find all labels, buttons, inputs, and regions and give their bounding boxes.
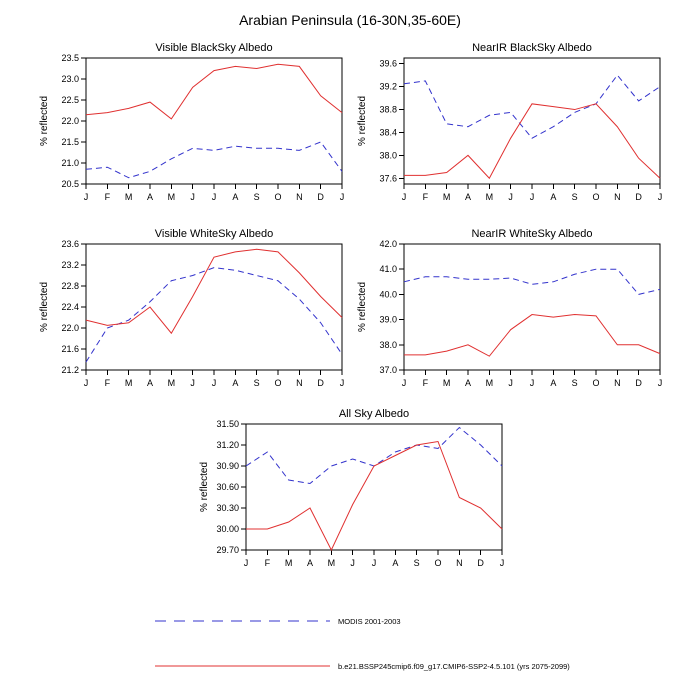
svg-text:D: D xyxy=(317,378,324,388)
svg-text:J: J xyxy=(211,192,217,202)
svg-text:38.0: 38.0 xyxy=(379,339,397,350)
svg-text:M: M xyxy=(442,378,451,388)
svg-text:D: D xyxy=(477,558,484,568)
svg-text:D: D xyxy=(635,192,642,202)
svg-text:J: J xyxy=(371,558,377,568)
svg-text:A: A xyxy=(306,558,314,568)
svg-text:J: J xyxy=(508,378,513,388)
svg-text:A: A xyxy=(146,192,154,202)
chart-nearir-whitesky-albedo xyxy=(354,226,670,398)
svg-text:23.6: 23.6 xyxy=(61,239,79,249)
svg-text:J: J xyxy=(401,192,407,202)
svg-text:29.70: 29.70 xyxy=(216,545,239,555)
svg-text:A: A xyxy=(392,558,399,568)
svg-text:M: M xyxy=(124,192,133,202)
chart-visible-blacksky-albedo xyxy=(36,40,352,212)
svg-text:F: F xyxy=(264,558,271,568)
svg-text:Visible WhiteSky Albedo: Visible WhiteSky Albedo xyxy=(154,228,274,240)
svg-text:23.5: 23.5 xyxy=(61,53,79,63)
svg-text:21.6: 21.6 xyxy=(61,344,79,354)
svg-text:31.50: 31.50 xyxy=(216,419,239,429)
svg-text:A: A xyxy=(232,192,239,202)
svg-text:30.90: 30.90 xyxy=(216,461,239,471)
svg-text:38.8: 38.8 xyxy=(379,104,397,115)
svg-text:J: J xyxy=(350,558,355,568)
svg-text:A: A xyxy=(464,192,472,202)
svg-text:40.0: 40.0 xyxy=(379,289,397,300)
svg-text:22.0: 22.0 xyxy=(61,116,79,126)
svg-text:N: N xyxy=(614,192,621,202)
svg-text:% reflected: % reflected xyxy=(39,95,50,147)
svg-text:30.60: 30.60 xyxy=(216,482,239,492)
solid-line-icon xyxy=(155,661,330,671)
svg-text:31.20: 31.20 xyxy=(216,440,239,450)
svg-text:J: J xyxy=(339,192,345,202)
svg-text:37.0: 37.0 xyxy=(379,365,397,375)
svg-text:23.0: 23.0 xyxy=(61,74,79,84)
svg-text:S: S xyxy=(413,558,420,568)
svg-text:F: F xyxy=(422,192,429,202)
svg-text:O: O xyxy=(274,378,282,388)
svg-text:39.2: 39.2 xyxy=(379,81,397,92)
svg-text:A: A xyxy=(146,378,154,388)
svg-text:S: S xyxy=(253,192,260,202)
svg-text:J: J xyxy=(529,192,535,202)
svg-text:22.5: 22.5 xyxy=(61,95,79,105)
svg-text:NearIR BlackSky Albedo: NearIR BlackSky Albedo xyxy=(472,42,592,54)
svg-text:% reflected: % reflected xyxy=(357,281,368,333)
svg-text:N: N xyxy=(456,558,463,568)
svg-text:M: M xyxy=(167,378,176,388)
svg-text:J: J xyxy=(529,378,535,388)
svg-text:N: N xyxy=(296,378,303,388)
legend-item-modis xyxy=(155,615,401,627)
svg-text:J: J xyxy=(83,192,89,202)
svg-text:21.2: 21.2 xyxy=(61,365,79,375)
svg-text:42.0: 42.0 xyxy=(379,239,397,249)
svg-text:S: S xyxy=(571,378,578,388)
svg-text:O: O xyxy=(592,378,600,388)
svg-text:22.8: 22.8 xyxy=(61,281,79,291)
svg-text:J: J xyxy=(508,192,513,202)
svg-text:NearIR WhiteSky Albedo: NearIR WhiteSky Albedo xyxy=(471,228,593,240)
svg-text:O: O xyxy=(274,192,282,202)
svg-text:S: S xyxy=(253,378,260,388)
svg-text:A: A xyxy=(550,192,557,202)
svg-text:23.2: 23.2 xyxy=(61,260,79,270)
svg-text:J: J xyxy=(190,192,195,202)
svg-text:M: M xyxy=(327,558,336,568)
chart-all-sky-albedo xyxy=(196,406,512,578)
svg-text:39.6: 39.6 xyxy=(379,58,397,69)
svg-text:A: A xyxy=(464,378,472,388)
svg-text:21.0: 21.0 xyxy=(61,158,79,168)
svg-text:M: M xyxy=(124,378,133,388)
dashed-line-icon xyxy=(155,616,330,626)
svg-text:F: F xyxy=(104,192,111,202)
legend-label-model: b.e21.BSSP245cmip6.f09_g17.CMIP6-SSP2-4.5.101 (yrs 2075-2099) xyxy=(338,661,570,671)
svg-text:O: O xyxy=(592,192,600,202)
svg-text:37.6: 37.6 xyxy=(379,173,397,184)
svg-text:J: J xyxy=(499,558,505,568)
svg-text:M: M xyxy=(442,192,451,202)
svg-text:J: J xyxy=(657,192,663,202)
chart-visible-whitesky-albedo xyxy=(36,226,352,398)
svg-text:N: N xyxy=(614,378,621,388)
svg-text:% reflected: % reflected xyxy=(199,461,210,513)
svg-text:% reflected: % reflected xyxy=(39,281,50,333)
svg-text:J: J xyxy=(657,378,663,388)
svg-text:N: N xyxy=(296,192,303,202)
svg-text:A: A xyxy=(550,378,557,388)
legend-label-modis: MODIS 2001-2003 xyxy=(338,616,401,626)
svg-text:22.0: 22.0 xyxy=(61,323,79,333)
svg-text:30.30: 30.30 xyxy=(216,503,239,513)
svg-text:% reflected: % reflected xyxy=(357,95,368,147)
chart-nearir-blacksky-albedo xyxy=(354,40,670,212)
svg-text:D: D xyxy=(635,378,642,388)
svg-text:39.0: 39.0 xyxy=(379,314,397,325)
svg-text:41.0: 41.0 xyxy=(379,264,397,275)
svg-text:30.00: 30.00 xyxy=(216,524,239,534)
svg-text:38.4: 38.4 xyxy=(379,127,397,138)
svg-text:22.4: 22.4 xyxy=(61,302,79,312)
legend-item-model xyxy=(155,660,570,672)
svg-text:J: J xyxy=(339,378,345,388)
svg-text:All Sky Albedo: All Sky Albedo xyxy=(338,408,410,420)
svg-text:M: M xyxy=(485,192,494,202)
svg-text:S: S xyxy=(571,192,578,202)
svg-text:M: M xyxy=(485,378,494,388)
svg-text:F: F xyxy=(104,378,111,388)
figure-title: Arabian Peninsula (16-30N,35-60E) xyxy=(239,12,461,28)
svg-text:J: J xyxy=(190,378,195,388)
svg-text:O: O xyxy=(434,558,442,568)
svg-text:J: J xyxy=(401,378,407,388)
svg-text:J: J xyxy=(83,378,89,388)
svg-text:J: J xyxy=(243,558,249,568)
svg-text:M: M xyxy=(167,192,176,202)
svg-text:Visible BlackSky Albedo: Visible BlackSky Albedo xyxy=(155,42,273,54)
svg-text:J: J xyxy=(211,378,217,388)
svg-text:38.0: 38.0 xyxy=(379,150,397,161)
svg-text:M: M xyxy=(284,558,293,568)
svg-text:20.5: 20.5 xyxy=(61,179,79,189)
svg-text:A: A xyxy=(232,378,239,388)
svg-text:D: D xyxy=(317,192,324,202)
svg-text:21.5: 21.5 xyxy=(61,137,79,147)
svg-text:F: F xyxy=(422,378,429,388)
